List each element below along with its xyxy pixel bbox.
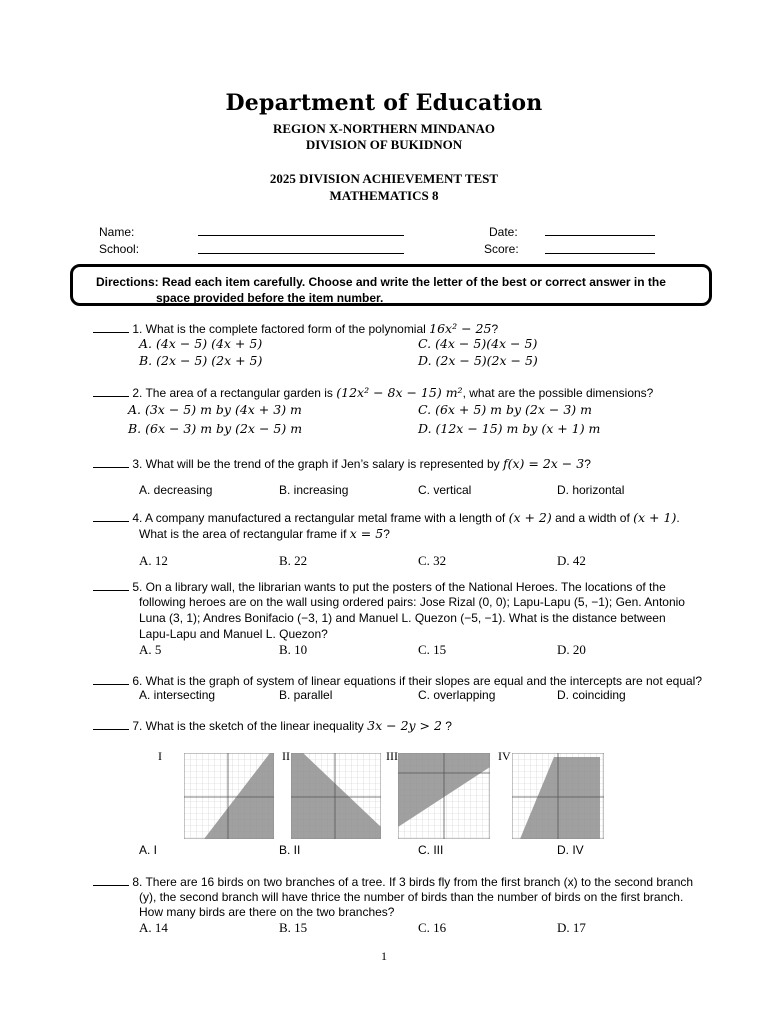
graph-label-iii: III xyxy=(386,749,398,763)
question-8-line3: How many birds are there on the two branches? xyxy=(139,905,395,919)
answer-blank-2[interactable] xyxy=(93,385,129,397)
question-1: 1. What is the complete factored form of the polynomial 16x² − 25? xyxy=(93,321,498,336)
question-8-line2: (y), the second branch will have thrice the number of birds than the number of birds on the first branch. xyxy=(139,890,684,904)
item4-choice-c: C. 32 xyxy=(418,553,447,568)
item4-choice-b: B. 22 xyxy=(279,553,308,568)
division-label: DIVISION OF BUKIDNON xyxy=(305,137,463,152)
score-label: Score: xyxy=(484,242,519,256)
question-5-line1: 5. On a library wall, the librarian wants to put the posters of the National Heroes. The locations of the xyxy=(93,579,666,594)
item7-choice-a: A. I xyxy=(139,843,158,857)
question-5-line3: Luna (3, 1); Andres Bonifacio (−3, 1) and Manuel L. Quezon (−5, −1). What is the distance between xyxy=(139,611,666,625)
item3-choice-b: B. increasing xyxy=(279,483,349,497)
item3-choice-a: A. decreasing xyxy=(139,483,213,497)
subject-title: MATHEMATICS 8 xyxy=(329,188,439,203)
item1-choice-a: A. (4x − 5) (4x + 5) xyxy=(139,336,263,351)
name-label: Name: xyxy=(99,225,135,239)
item5-choice-b: B. 10 xyxy=(279,642,308,657)
item5-choice-a: A. 5 xyxy=(139,642,162,657)
question-8-line1: 8. There are 16 birds on two branches of a tree. If 3 birds fly from the first branch (x) to the second branch xyxy=(93,874,693,889)
question-7: 7. What is the sketch of the linear inequality 3x − 2y > 2 ? xyxy=(93,718,452,733)
question-5-line4: Lapu-Lapu and Manuel L. Quezon? xyxy=(139,627,328,641)
item2-choice-b: B. (6x − 3) m by (2x − 5) m xyxy=(128,421,303,436)
answer-blank-1[interactable] xyxy=(93,321,129,333)
question-2: 2. The area of a rectangular garden is (12x² − 8x − 15) m², what are the possible dimensions? xyxy=(93,385,653,400)
graph-label-i: I xyxy=(158,749,162,763)
test-title: 2025 DIVISION ACHIEVEMENT TEST xyxy=(269,171,499,186)
question-5-line2: following heroes are on the wall using ordered pairs: Jose Rizal (0, 0); Lapu-Lapu (5, −1); Gen. Antonio xyxy=(139,595,685,609)
page-number: 1 xyxy=(381,949,387,963)
directions-line2: space provided before the item number. xyxy=(156,291,384,305)
item6-choice-c: C. overlapping xyxy=(418,688,496,702)
item2-choice-c: C. (6x + 5) m by (2x − 3) m xyxy=(418,402,592,417)
question-3: 3. What will be the trend of the graph if Jen’s salary is represented by f(x) = 2x − 3? xyxy=(93,456,591,471)
item3-choice-c: C. vertical xyxy=(418,483,472,497)
item5-choice-c: C. 15 xyxy=(418,642,447,657)
graph-iv xyxy=(512,753,604,839)
item6-choice-a: A. intersecting xyxy=(139,688,216,702)
directions-line1: Directions: Read each item carefully. Choose and write the letter of the best or correct answer in the xyxy=(96,275,666,289)
name-field[interactable] xyxy=(198,235,404,236)
date-label: Date: xyxy=(489,225,518,239)
item1-choice-d: D. (2x − 5)(2x − 5) xyxy=(418,353,538,368)
question-4-line2: What is the area of rectangular frame if x = 5? xyxy=(139,526,390,541)
question-4-line1: 4. A company manufactured a rectangular metal frame with a length of (x + 2) and a width of (x + 1). xyxy=(93,510,680,525)
graph-iii xyxy=(398,753,490,839)
item2-choice-a: A. (3x − 5) m by (4x + 3) m xyxy=(128,402,302,417)
item5-choice-d: D. 20 xyxy=(557,642,586,657)
answer-blank-5[interactable] xyxy=(93,579,129,591)
score-field[interactable] xyxy=(545,253,655,254)
item4-choice-a: A. 12 xyxy=(139,553,168,568)
answer-blank-3[interactable] xyxy=(93,456,129,468)
graph-i xyxy=(184,753,274,839)
date-field[interactable] xyxy=(545,235,655,236)
question-6: 6. What is the graph of system of linear equations if their slopes are equal and the intercepts are not equal? xyxy=(93,673,702,688)
graph-label-ii: II xyxy=(282,749,290,763)
graph-ii xyxy=(291,753,381,839)
school-label: School: xyxy=(99,242,140,256)
item7-choice-b: B. II xyxy=(279,843,301,857)
item8-choice-d: D. 17 xyxy=(557,920,586,935)
department-title: Department of Education xyxy=(225,90,543,116)
item6-choice-d: D. coinciding xyxy=(557,688,626,702)
region-label: REGION X-NORTHERN MINDANAO xyxy=(273,121,495,136)
item1-choice-b: B. (2x − 5) (2x + 5) xyxy=(139,353,263,368)
item8-choice-c: C. 16 xyxy=(418,920,447,935)
graph-label-iv: IV xyxy=(498,749,511,763)
answer-blank-6[interactable] xyxy=(93,673,129,685)
answer-blank-8[interactable] xyxy=(93,874,129,886)
item1-choice-c: C. (4x − 5)(4x − 5) xyxy=(418,336,538,351)
answer-blank-7[interactable] xyxy=(93,718,129,730)
item2-choice-d: D. (12x − 15) m by (x + 1) m xyxy=(418,421,601,436)
item7-choice-c: C. III xyxy=(418,843,444,857)
item3-choice-d: D. horizontal xyxy=(557,483,625,497)
item8-choice-b: B. 15 xyxy=(279,920,308,935)
item8-choice-a: A. 14 xyxy=(139,920,168,935)
answer-blank-4[interactable] xyxy=(93,510,129,522)
item6-choice-b: B. parallel xyxy=(279,688,333,702)
school-field[interactable] xyxy=(198,253,404,254)
item4-choice-d: D. 42 xyxy=(557,553,586,568)
item7-choice-d: D. IV xyxy=(557,843,584,857)
